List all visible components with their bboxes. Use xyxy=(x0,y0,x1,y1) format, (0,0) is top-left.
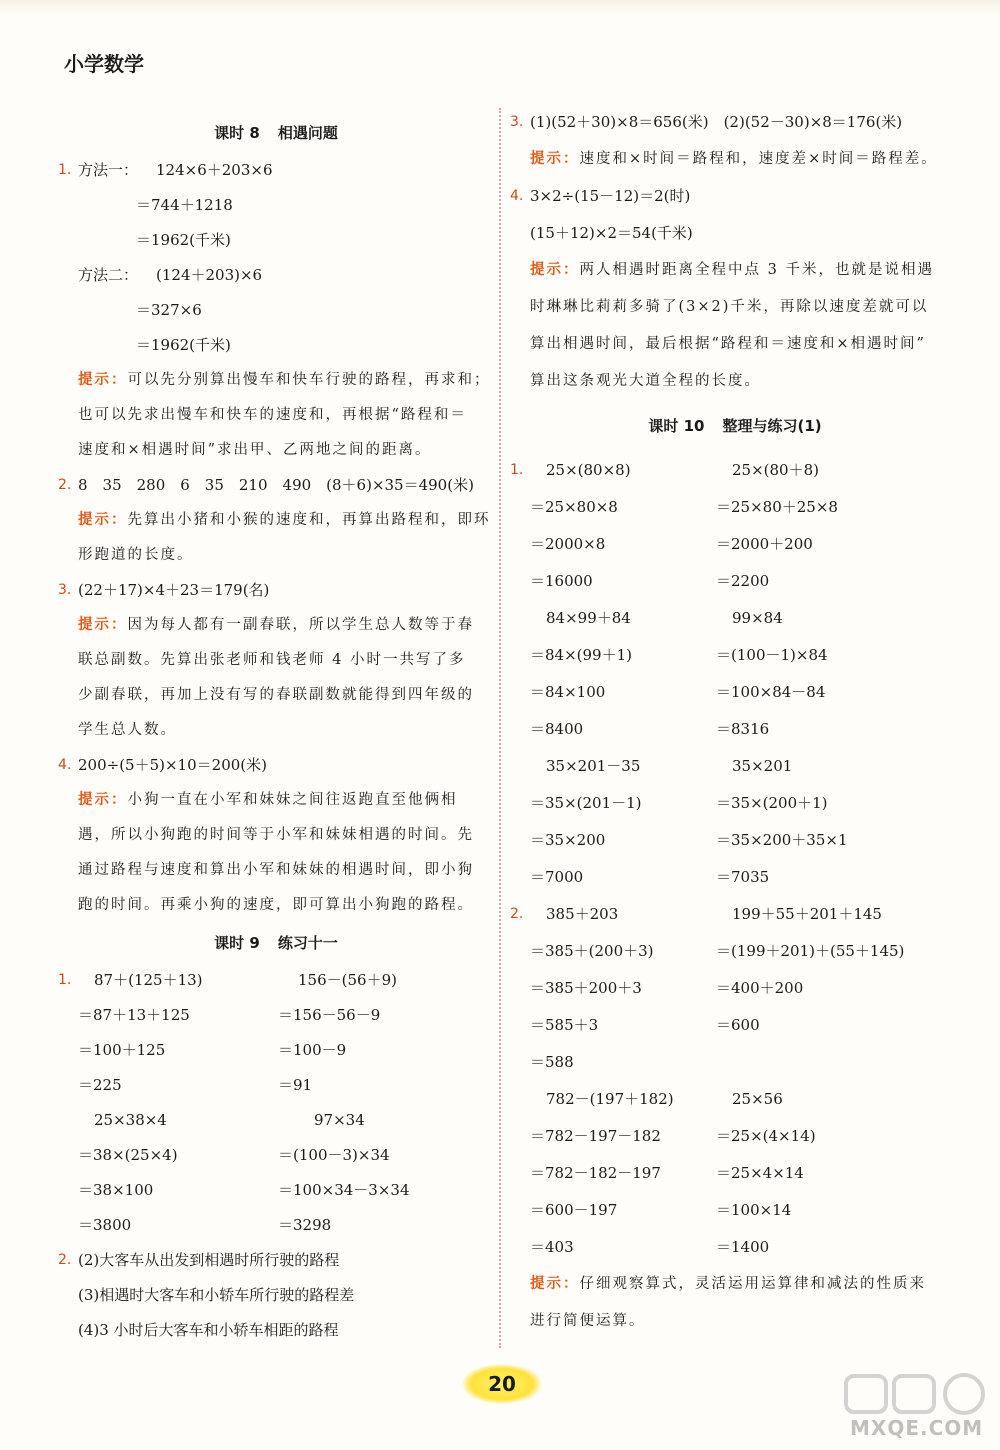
section-label: 课时 10 xyxy=(648,417,705,435)
calc-step: ＝16000 xyxy=(530,572,593,590)
calc-row xyxy=(510,1044,960,1081)
hint-label: 提示： xyxy=(78,372,128,388)
section-title: 整理与练习(1) xyxy=(722,417,822,435)
calc-step: ＝7000 xyxy=(530,868,584,886)
hint-label: 提示： xyxy=(530,151,580,167)
calc-row xyxy=(510,1229,960,1266)
answer-line xyxy=(58,748,494,783)
calc-row xyxy=(58,1173,494,1208)
calc-step: ＝100－9 xyxy=(278,1041,347,1059)
hint-line xyxy=(58,538,494,573)
calc-step: ＝585＋3 xyxy=(530,1016,599,1034)
calc-row xyxy=(58,998,494,1033)
hint-label: 提示： xyxy=(530,1276,580,1292)
calc-step: ＝35×(201－1) xyxy=(530,794,642,812)
equation: ＝327×6 xyxy=(136,301,202,319)
hint-line xyxy=(58,398,494,433)
question-number: 1. xyxy=(58,162,72,178)
hint-label: 提示： xyxy=(78,617,128,633)
hint-line xyxy=(510,289,960,326)
hint-text: 速度和×时间＝路程和，速度差×时间＝路程差。 xyxy=(579,151,938,167)
calc-step: ＝1400 xyxy=(716,1238,770,1256)
hint-text: 也可以先求出慢车和快车的速度和，再根据“路程和＝ xyxy=(78,407,467,423)
calc-step: 156－(56＋9) xyxy=(298,971,397,989)
section-title: 练习十一 xyxy=(277,934,338,952)
calc-row xyxy=(510,785,960,822)
hint-text: 因为每人都有一副春联，所以学生总人数等于春 xyxy=(127,617,474,633)
hint-line xyxy=(510,1303,960,1340)
calc-step: ＝84×100 xyxy=(530,683,606,701)
hint-text: 遇，所以小狗跑的时间等于小军和妹妹相遇的时间。先 xyxy=(78,827,474,843)
answer-line xyxy=(58,468,494,503)
calc-step: ＝400＋200 xyxy=(716,979,804,997)
answer-line xyxy=(58,223,494,258)
calc-row xyxy=(58,1138,494,1173)
hint-line xyxy=(510,1266,960,1303)
equation: 124×6＋203×6 xyxy=(156,161,273,179)
calc-step: 99×84 xyxy=(732,609,783,627)
calc-step: ＝588 xyxy=(530,1053,574,1071)
question-number: 2. xyxy=(58,1252,72,1268)
calc-row xyxy=(510,526,960,563)
page-subject-title: 小学数学 xyxy=(64,52,144,76)
calc-row xyxy=(58,1103,494,1138)
answer-text: (4)3 小时后大客车和小轿车相距的路程 xyxy=(78,1321,339,1339)
calc-row xyxy=(510,674,960,711)
calc-step: ＝100×34－3×34 xyxy=(278,1181,410,1199)
top-band xyxy=(0,0,1000,14)
hint-text: 跑的时间。再乘小狗的速度，即可算出小狗跑的路程。 xyxy=(78,897,474,913)
section-heading-10 xyxy=(510,400,960,452)
hint-text: 时琳琳比莉莉多骑了(3×2)千米，再除以速度差就可以 xyxy=(530,299,929,315)
column-divider xyxy=(499,108,501,1348)
hint-label: 提示： xyxy=(78,512,128,528)
question-number: 4. xyxy=(510,188,524,204)
method-label: 方法二： xyxy=(78,266,139,284)
calc-step: ＝87＋13＋125 xyxy=(78,1006,190,1024)
calc-step: ＝25×4×14 xyxy=(716,1164,804,1182)
calc-step: ＝(100－1)×84 xyxy=(716,646,828,664)
hint-line xyxy=(510,363,960,400)
calc-step: ＝100＋125 xyxy=(78,1041,166,1059)
calc-step: ＝38×100 xyxy=(78,1181,154,1199)
calc-row xyxy=(510,452,960,489)
calc-step: ＝(199＋201)＋(55＋145) xyxy=(716,942,905,960)
hint-line xyxy=(510,141,960,178)
calc-step: ＝225 xyxy=(78,1076,122,1094)
answer-line xyxy=(58,293,494,328)
calc-row xyxy=(510,822,960,859)
answer-line xyxy=(58,153,494,188)
calc-row xyxy=(510,896,960,933)
section-title: 相遇问题 xyxy=(277,124,338,142)
calc-row xyxy=(510,1155,960,1192)
calc-step: 25×38×4 xyxy=(94,1111,167,1129)
question-number: 1. xyxy=(58,972,72,988)
calc-step: ＝782－182－197 xyxy=(530,1164,661,1182)
hint-line xyxy=(58,433,494,468)
calc-step: ＝35×200 xyxy=(530,831,606,849)
calc-step: 87＋(125＋13) xyxy=(94,971,203,989)
calc-row xyxy=(510,637,960,674)
calc-step: ＝385＋200＋3 xyxy=(530,979,642,997)
answer-text: (3)相遇时大客车和小轿车所行驶的路程差 xyxy=(78,1286,355,1304)
calc-row xyxy=(510,933,960,970)
calc-step: ＝100×14 xyxy=(716,1201,792,1219)
hint-line xyxy=(58,783,494,818)
calc-step: 199＋55＋201＋145 xyxy=(732,905,882,923)
hint-text: 算出相遇时间，最后根据“路程和＝速度和×相遇时间” xyxy=(530,336,926,352)
answer-text: 8 35 280 6 35 210 490 (8＋6)×35＝490(米) xyxy=(78,476,474,494)
question-number: 3. xyxy=(510,114,524,130)
calc-step: ＝38×(25×4) xyxy=(78,1146,178,1164)
left-column xyxy=(58,113,494,1348)
calc-step: 385＋203 xyxy=(546,905,619,923)
calc-step: ＝35×200＋35×1 xyxy=(716,831,848,849)
hint-text: 可以先分别算出慢车和快车行驶的路程，再求和； xyxy=(127,372,491,388)
equation: (124＋203)×6 xyxy=(156,266,263,284)
equation: ＝1962(千米) xyxy=(136,231,231,249)
hint-line xyxy=(58,678,494,713)
answer-line xyxy=(510,104,960,141)
hint-text: 进行简便运算。 xyxy=(530,1313,646,1329)
calc-step: 84×99＋84 xyxy=(546,609,631,627)
calc-step: 25×56 xyxy=(732,1090,783,1108)
question-number: 3. xyxy=(58,582,72,598)
calc-step: 25×(80×8) xyxy=(546,461,631,479)
question-number: 1. xyxy=(510,462,524,478)
calc-step: ＝8400 xyxy=(530,720,584,738)
calc-row xyxy=(510,748,960,785)
equation: ＝744＋1218 xyxy=(136,196,233,214)
calc-row xyxy=(510,1081,960,1118)
section-label: 课时 9 xyxy=(214,934,260,952)
hint-line xyxy=(510,326,960,363)
method-label: 方法一： xyxy=(78,161,139,179)
calc-step: ＝385＋(200＋3) xyxy=(530,942,654,960)
answer-line xyxy=(58,1243,494,1278)
hint-label: 提示： xyxy=(78,792,128,808)
calc-row xyxy=(510,563,960,600)
hint-text: 通过路程与速度和算出小军和妹妹的相遇时间，即小狗 xyxy=(78,862,474,878)
watermark-text: MXQE.COM xyxy=(850,1416,984,1440)
hint-line xyxy=(58,818,494,853)
calc-step: 782－(197＋182) xyxy=(546,1090,674,1108)
equation: ＝1962(千米) xyxy=(136,336,231,354)
answer-text: (15＋12)×2＝54(千米) xyxy=(530,224,693,242)
hint-text: 形跑道的长度。 xyxy=(78,547,194,563)
calc-row xyxy=(58,1033,494,1068)
hint-text: 先算出小猪和小猴的速度和，再算出路程和，即环 xyxy=(127,512,491,528)
calc-step: ＝7035 xyxy=(716,868,770,886)
calc-step: ＝(100－3)×34 xyxy=(278,1146,390,1164)
calc-step: ＝2200 xyxy=(716,572,770,590)
answer-line xyxy=(58,258,494,293)
calc-row xyxy=(58,1208,494,1243)
calc-step: ＝8316 xyxy=(716,720,770,738)
question-number: 2. xyxy=(510,906,524,922)
calc-row xyxy=(510,1007,960,1044)
calc-step: ＝25×(4×14) xyxy=(716,1127,816,1145)
calc-row xyxy=(510,489,960,526)
right-column xyxy=(510,104,960,1340)
calc-step: ＝3800 xyxy=(78,1216,132,1234)
calc-row xyxy=(510,1192,960,1229)
hint-line xyxy=(58,853,494,888)
hint-line xyxy=(510,252,960,289)
calc-step: ＝91 xyxy=(278,1076,313,1094)
answer-text: 3×2÷(15－12)＝2(时) xyxy=(530,187,691,205)
calc-step: ＝2000×8 xyxy=(530,535,606,553)
calc-step: ＝403 xyxy=(530,1238,574,1256)
hint-line xyxy=(58,713,494,748)
calc-step: ＝600－197 xyxy=(530,1201,618,1219)
calc-step: 35×201－35 xyxy=(546,757,641,775)
answer-text: (22＋17)×4＋23＝179(名) xyxy=(78,581,270,599)
hint-text: 少副春联，再加上没有写的春联副数就能得到四年级的 xyxy=(78,687,474,703)
answer-text: 200÷(5＋5)×10＝200(米) xyxy=(78,756,267,774)
answer-text: (1)(52＋30)×8＝656(米) (2)(52－30)×8＝176(米) xyxy=(530,113,903,131)
hint-text: 学生总人数。 xyxy=(78,722,177,738)
calc-row xyxy=(510,1118,960,1155)
answer-line xyxy=(510,215,960,252)
hint-line xyxy=(58,888,494,923)
calc-step: ＝600 xyxy=(716,1016,760,1034)
calc-step: ＝35×(200＋1) xyxy=(716,794,828,812)
calc-step: ＝100×84－84 xyxy=(716,683,826,701)
hint-text: 小狗一直在小军和妹妹之间往返跑直至他俩相 xyxy=(127,792,458,808)
hint-line xyxy=(58,608,494,643)
question-number: 2. xyxy=(58,477,72,493)
answer-line xyxy=(58,1278,494,1313)
section-heading-9 xyxy=(58,923,494,963)
calc-step: ＝25×80＋25×8 xyxy=(716,498,838,516)
calc-step: ＝3298 xyxy=(278,1216,332,1234)
answer-line xyxy=(58,188,494,223)
calc-step: 25×(80＋8) xyxy=(732,461,819,479)
calc-row xyxy=(510,970,960,1007)
section-label: 课时 8 xyxy=(214,124,260,142)
calc-row xyxy=(510,859,960,896)
hint-line xyxy=(58,643,494,678)
answer-line xyxy=(58,1313,494,1348)
hint-text: 仔细观察算式，灵活运用运算律和减法的性质来 xyxy=(579,1276,926,1292)
answer-text: (2)大客车从出发到相遇时所行驶的路程 xyxy=(78,1251,340,1269)
calc-step: ＝782－197－182 xyxy=(530,1127,661,1145)
section-heading-8 xyxy=(58,113,494,153)
calc-step: ＝25×80×8 xyxy=(530,498,618,516)
hint-label: 提示： xyxy=(530,262,580,278)
answer-line xyxy=(58,573,494,608)
hint-text: 联总副数。先算出张老师和钱老师 4 小时一共写了多 xyxy=(78,652,466,668)
hint-text: 速度和×相遇时间”求出甲、乙两地之间的距离。 xyxy=(78,442,432,458)
calc-row xyxy=(510,600,960,637)
hint-text: 算出这条观光大道全程的长度。 xyxy=(530,373,761,389)
calc-row xyxy=(58,1068,494,1103)
answer-line xyxy=(58,328,494,363)
page-number: 20 xyxy=(462,1364,542,1404)
hint-text: 两人相遇时距离全程中点 3 千米，也就是说相遇 xyxy=(579,262,934,278)
calc-row xyxy=(58,963,494,998)
calc-step: 97×34 xyxy=(314,1111,365,1129)
calc-step: ＝2000＋200 xyxy=(716,535,813,553)
calc-step: 35×201 xyxy=(732,757,793,775)
calc-step: ＝84×(99＋1) xyxy=(530,646,632,664)
calc-row xyxy=(510,711,960,748)
hint-line xyxy=(58,363,494,398)
hint-line xyxy=(58,503,494,538)
question-number: 4. xyxy=(58,757,72,773)
calc-step: ＝156－56－9 xyxy=(278,1006,381,1024)
answer-line xyxy=(510,178,960,215)
